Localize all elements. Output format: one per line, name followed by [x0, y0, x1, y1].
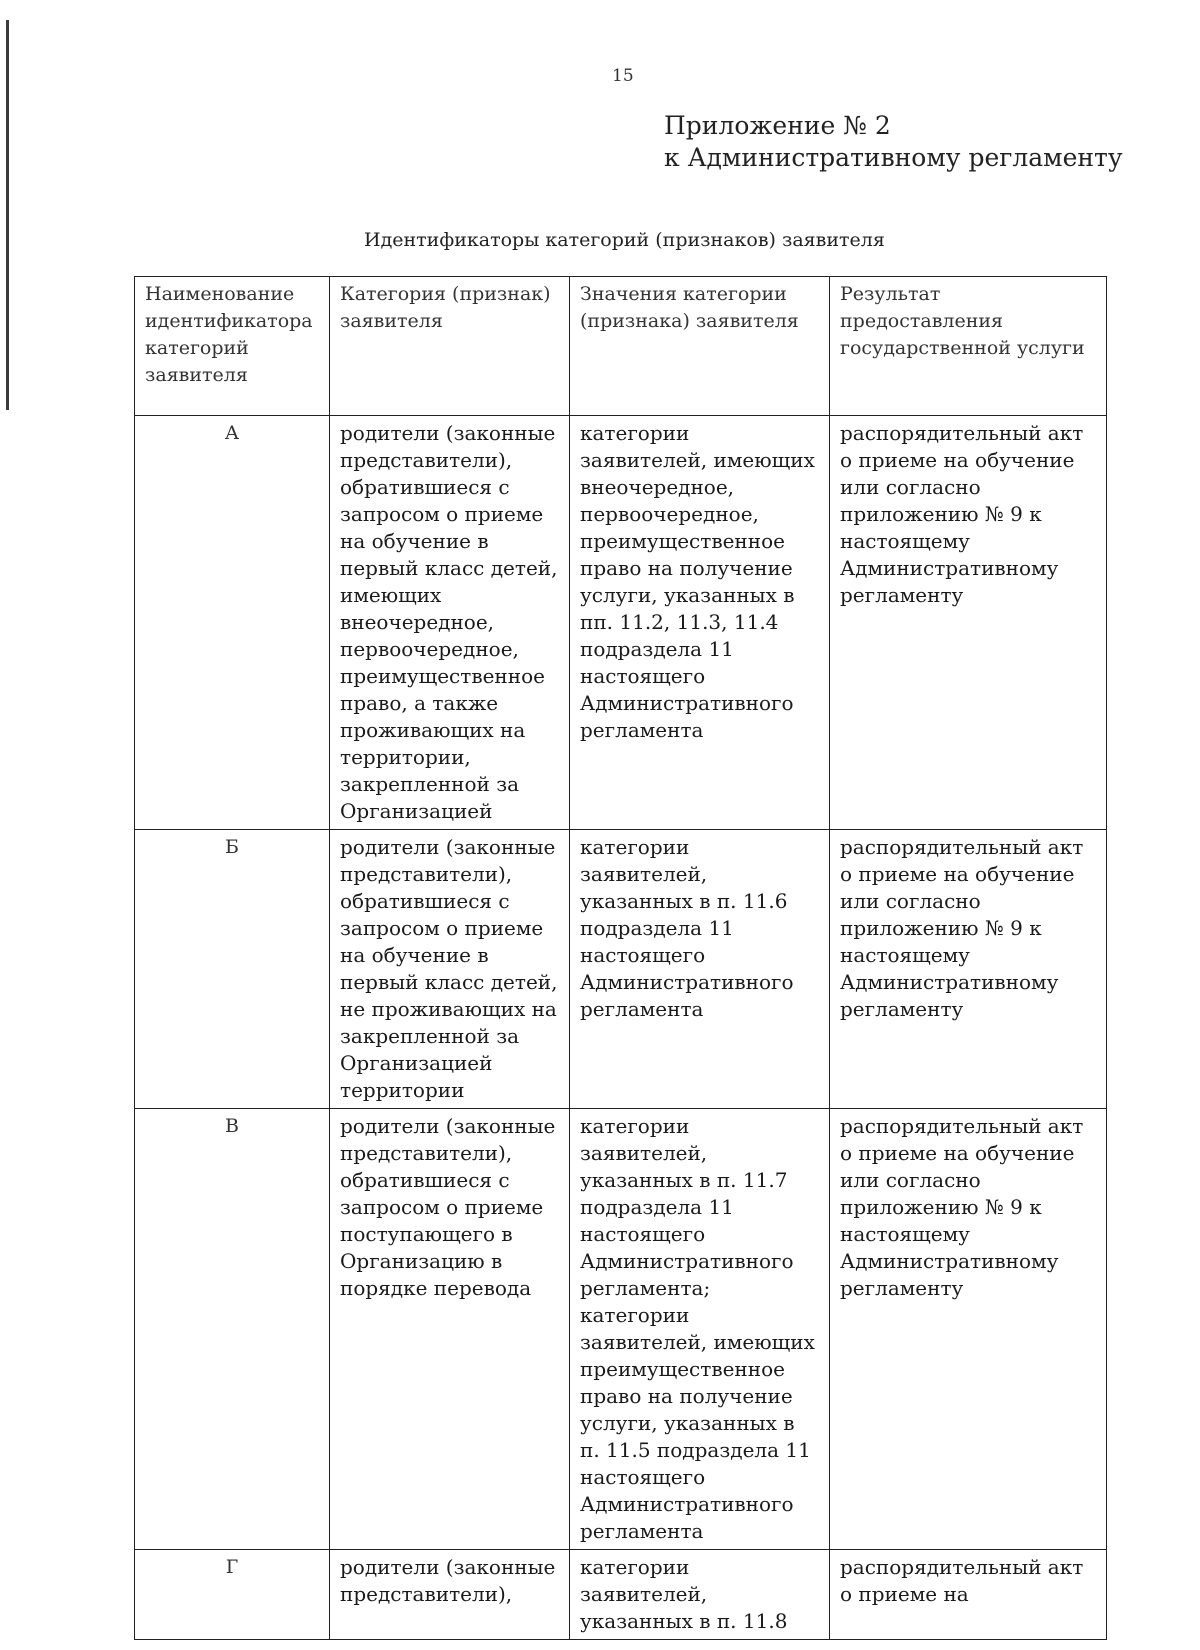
table-title: Идентификаторы категорий (признаков) заявителя: [364, 229, 885, 251]
column-header-result: Результат предоставления государственной услуги: [830, 277, 1107, 416]
scan-edge-mark: [6, 20, 9, 410]
result-cell: распорядительный акт о приеме на обучение или согласно приложению № 9 к настоящему Административному регламенту: [830, 1109, 1107, 1550]
column-header-category: Категория (признак) заявителя: [330, 277, 570, 416]
appendix-header-line1: Приложение № 2: [664, 111, 891, 140]
values-cell: категории заявителей, указанных в п. 11.6 подраздела 11 настоящего Административного регламента: [570, 830, 830, 1109]
table-row: [135, 1550, 1107, 1640]
table-header-row: [135, 277, 1107, 416]
appendix-header: [664, 110, 1123, 174]
identifier-code: А: [135, 416, 330, 830]
appendix-header-line2: к Административному регламенту: [664, 143, 1123, 172]
table-row: [135, 416, 1107, 830]
values-cell: категории заявителей, указанных в п. 11.8: [570, 1550, 830, 1640]
column-header-values: Значения категории (признака) заявителя: [570, 277, 830, 416]
table-row: [135, 830, 1107, 1109]
result-cell: распорядительный акт о приеме на обучение или согласно приложению № 9 к настоящему Административному регламенту: [830, 830, 1107, 1109]
result-cell: распорядительный акт о приеме на: [830, 1550, 1107, 1640]
category-cell: родители (законные представители), обратившиеся с запросом о приеме поступающего в Организацию в порядке перевода: [330, 1109, 570, 1550]
result-cell: распорядительный акт о приеме на обучение или согласно приложению № 9 к настоящему Административному регламенту: [830, 416, 1107, 830]
values-cell: категории заявителей, имеющих внеочередное, первоочередное, преимущественное право на получение услуги, указанных в пп. 11.2, 11.3, 11.4 подраздела 11 настоящего Административного регламента: [570, 416, 830, 830]
category-cell: родители (законные представители), обратившиеся с запросом о приеме на обучение в первый класс детей, не проживающих на закрепленной за Организацией территории: [330, 830, 570, 1109]
identifier-code: Г: [135, 1550, 330, 1640]
values-cell: категории заявителей, указанных в п. 11.7 подраздела 11 настоящего Административного регламента; категории заявителей, имеющих преимущественное право на получение услуги, указанных в п. 11.5 подраздела 11 настоящего Административного регламента: [570, 1109, 830, 1550]
table-row: [135, 1109, 1107, 1550]
identifier-code: Б: [135, 830, 330, 1109]
category-cell: родители (законные представители),: [330, 1550, 570, 1640]
page-number: 15: [612, 66, 634, 86]
identifier-code: В: [135, 1109, 330, 1550]
column-header-identifier: Наименование идентификатора категорий заявителя: [135, 277, 330, 416]
identifiers-table: [134, 276, 1107, 1640]
category-cell: родители (законные представители), обратившиеся с запросом о приеме на обучение в первый класс детей, имеющих внеочередное, первоочередное, преимущественное право, а также проживающих на территории, закрепленной за Организацией: [330, 416, 570, 830]
